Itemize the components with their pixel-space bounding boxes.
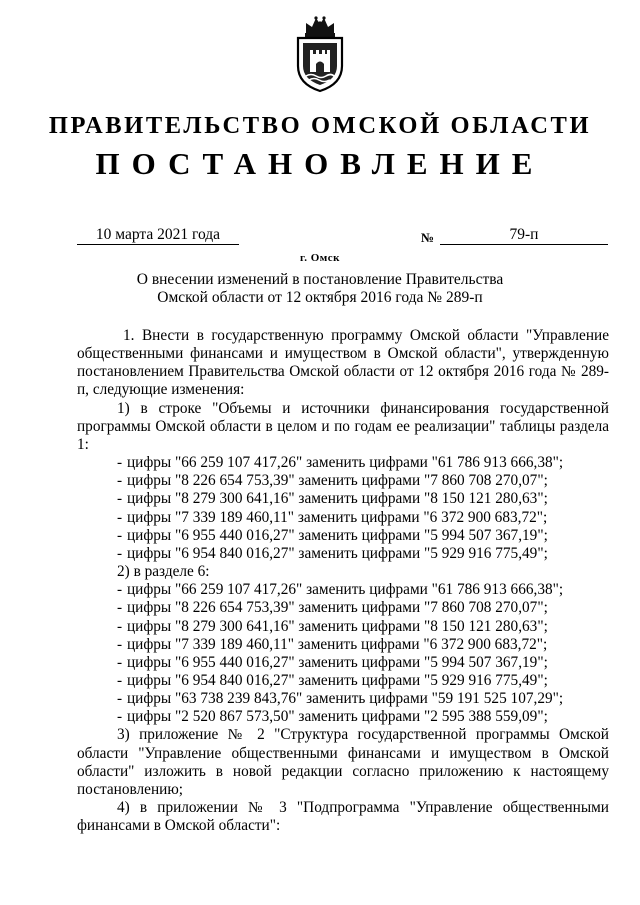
list-item: - цифры "7 339 189 460,11" заменить цифрами "6 372 900 683,72"; — [117, 635, 548, 653]
subparagraph-3: 3) приложение № 2 "Структура государственной программы Омской области "Управление общественными финансами и имуществом в Омской области" изложить в новой редакции согласно приложению к настоящему постановлению; — [77, 726, 609, 798]
list-item: - цифры "7 339 189 460,11" заменить цифрами "6 372 900 683,72"; — [117, 508, 548, 526]
list-item: - цифры "6 955 440 016,27" заменить цифрами "5 994 507 367,19"; — [117, 526, 548, 544]
list-item: - цифры "6 954 840 016,27" заменить цифрами "5 929 916 775,49"; — [117, 671, 548, 689]
list-item: - цифры "8 279 300 641,16" заменить цифрами "8 150 121 280,63"; — [117, 490, 548, 508]
list-item: - цифры "8 279 300 641,16" заменить цифрами "8 150 121 280,63"; — [117, 617, 548, 635]
omsk-coat-of-arms-icon — [292, 14, 348, 94]
list-item: - цифры "6 954 840 016,27" заменить цифрами "5 929 916 775,49"; — [117, 544, 548, 562]
decree-date: 10 марта 2021 года — [77, 226, 239, 245]
subparagraph-1: 1) в строке "Объемы и источники финансирования государственной программы Омской области в целом и по годам ее реализации" таблицы раздела 1: — [77, 399, 609, 453]
subparagraph-4: 4) в приложении № 3 "Подпрограмма "Управление общественными финансами в Омской области": — [77, 799, 609, 835]
document-type: ПОСТАНОВЛЕНИЕ — [95, 146, 545, 181]
decree-number: 79-п — [440, 226, 608, 245]
list-item: - цифры "63 738 239 843,76" заменить цифрами "59 191 525 107,29"; — [117, 690, 564, 708]
decree-subject — [100, 271, 540, 307]
replacement-list-2 — [77, 581, 609, 726]
replacement-list-1 — [77, 454, 609, 563]
list-item: - цифры "66 259 107 417,26" заменить цифрами "61 786 913 666,38"; — [117, 454, 564, 472]
paragraph-1: 1. Внести в государственную программу Омской области "Управление общественными финансами и имуществом в Омской области", утвержденную постановлением Правительства Омской области от 12 октября 2016 года № 289-п, следующие изменения: — [77, 327, 609, 399]
list-item: - цифры "8 226 654 753,39" заменить цифрами "7 860 708 270,07"; — [117, 472, 548, 490]
number-sign: № — [421, 230, 435, 245]
list-item: - цифры "6 955 440 016,27" заменить цифрами "5 994 507 367,19"; — [117, 653, 548, 671]
city: г. Омск — [299, 252, 341, 264]
decree-body — [77, 327, 609, 835]
list-item: - цифры "2 520 867 573,50" заменить цифрами "2 595 388 559,09"; — [117, 708, 548, 726]
subject-line: Омской области от 12 октября 2016 года № 289-п — [157, 289, 483, 306]
government-name: ПРАВИТЕЛЬСТВО ОМСКОЙ ОБЛАСТИ — [48, 112, 592, 139]
list-item: - цифры "66 259 107 417,26" заменить цифрами "61 786 913 666,38"; — [117, 581, 564, 599]
subparagraph-2: 2) в разделе 6: — [117, 563, 210, 581]
list-item: - цифры "8 226 654 753,39" заменить цифрами "7 860 708 270,07"; — [117, 599, 548, 617]
subject-line: О внесении изменений в постановление Правительства — [136, 271, 504, 288]
